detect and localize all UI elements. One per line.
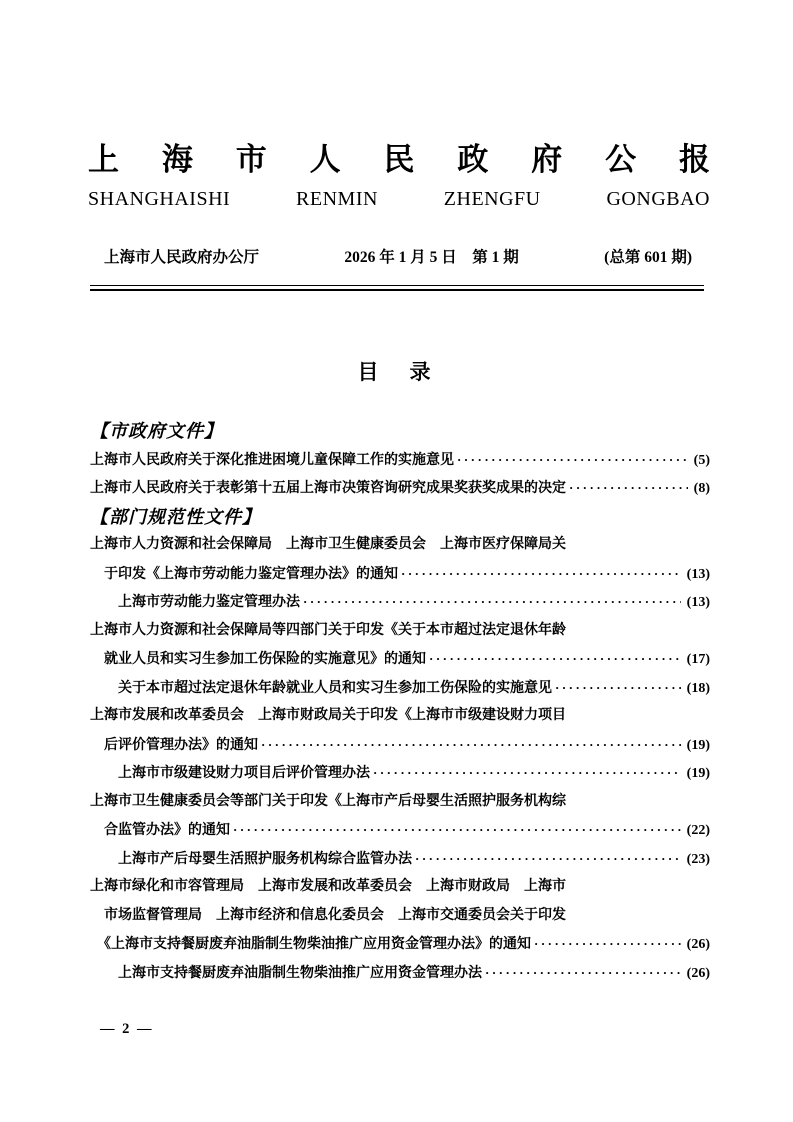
toc-entry-row (90, 702, 710, 731)
toc-entry-row (90, 588, 710, 617)
toc-page-number: (13) (686, 595, 710, 610)
toc-list (90, 417, 710, 987)
toc-entry-title: 上海市绿化和市容管理局 上海市发展和改革委员会 上海市财政局 上海市 (90, 879, 566, 894)
toc-entry-row (90, 674, 710, 703)
toc-entry-row (90, 645, 710, 674)
toc-section-header: 【市政府文件】 (90, 421, 223, 441)
toc-page-number: (18) (686, 680, 710, 696)
page-number-footer: — 2 — (100, 1021, 154, 1037)
toc-entry-title: 上海市支持餐厨废弃油脂制生物柴油推广应用资金管理办法 (118, 965, 482, 981)
toc-entry-title: 于印发《上海市劳动能力鉴定管理办法》的通知 (104, 566, 398, 582)
title-character: 市 (235, 142, 267, 177)
toc-page-number: (8) (693, 481, 710, 496)
dot-leader (429, 645, 681, 674)
toc-entry-title: 上海市产后母婴生活照护服务机构综合监管办法 (118, 851, 412, 867)
title-pinyin-word: SHANGHAISHI (88, 188, 231, 210)
gazette-title-chinese (88, 144, 710, 176)
dot-leader (555, 674, 681, 703)
dot-leader (485, 959, 681, 988)
toc-title: 目 录 (357, 360, 436, 384)
toc-page-number: (19) (686, 766, 710, 781)
title-character: 政 (457, 142, 489, 177)
toc-page-number: (23) (686, 851, 710, 867)
toc-entry-row (90, 560, 710, 589)
title-pinyin-word: GONGBAO (606, 188, 710, 210)
issuing-office-label: 上海市人民政府办公厅 (104, 249, 260, 266)
toc-entry-title: 上海市劳动能力鉴定管理办法 (118, 595, 300, 610)
toc-entry-row (90, 759, 710, 788)
toc-entry-row (90, 816, 710, 845)
cumulative-issue-label: (总第 601 期) (604, 249, 692, 266)
title-character: 海 (161, 142, 193, 177)
dot-leader (457, 446, 688, 475)
toc-entry-row (90, 845, 710, 874)
issue-date-and-number: 2026 年 1 月 5 日 第 1 期 (344, 249, 519, 266)
toc-entry-title: 《上海市支持餐厨废弃油脂制生物柴油推广应用资金管理办法》的通知 (97, 937, 531, 952)
toc-entry-title: 上海市人民政府关于表彰第十五届上海市决策咨询研究成果奖获奖成果的决定 (90, 481, 566, 496)
toc-page-number: (17) (686, 652, 710, 667)
toc-entry-title: 上海市卫生健康委员会等部门关于印发《上海市产后母婴生活照护服务机构综 (90, 793, 566, 809)
title-pinyin-word: ZHENGFU (443, 188, 541, 210)
toc-page-number: (26) (686, 937, 710, 952)
toc-entry-row (90, 446, 710, 475)
toc-entry-row (90, 617, 710, 646)
toc-entry-title: 上海市人力资源和社会保障局 上海市卫生健康委员会 上海市医疗保障局关 (90, 537, 566, 552)
toc-entry-title: 上海市人力资源和社会保障局等四部门关于印发《关于本市超过法定退休年龄 (90, 622, 566, 638)
title-character: 公 (605, 142, 637, 177)
toc-page-number: (5) (693, 452, 710, 468)
toc-entry-row (90, 873, 710, 902)
toc-entry-title: 合监管办法》的通知 (104, 823, 230, 838)
toc-entry-title: 市场监督管理局 上海市经济和信息化委员会 上海市交通委员会关于印发 (104, 907, 566, 923)
title-character: 民 (383, 142, 415, 177)
toc-entry-row (90, 902, 710, 931)
dot-leader (303, 588, 681, 617)
toc-entry-row (90, 474, 710, 503)
toc-page-number: (13) (686, 566, 710, 582)
toc-page-number: (26) (686, 965, 710, 981)
toc-entry-row (90, 788, 710, 817)
toc-section-header: 【部门规范性文件】 (90, 506, 261, 527)
toc-entry-title: 后评价管理办法》的通知 (104, 737, 258, 753)
masthead-info-row (90, 249, 710, 267)
toc-entry-row (90, 731, 710, 760)
dot-leader (261, 731, 681, 760)
toc-entry-row (90, 930, 710, 959)
toc-entry-title: 就业人员和实习生参加工伤保险的实施意见》的通知 (104, 652, 426, 667)
title-pinyin-word: RENMIN (296, 188, 378, 210)
masthead-divider-rule (90, 285, 704, 291)
title-character: 上 (88, 142, 119, 177)
dot-leader (373, 759, 681, 788)
dot-leader (233, 816, 681, 845)
toc-entry-title: 上海市市级建设财力项目后评价管理办法 (118, 766, 370, 781)
toc-entry-title: 上海市发展和改革委员会 上海市财政局关于印发《上海市市级建设财力项目 (90, 708, 566, 723)
toc-entry-row (90, 531, 710, 560)
title-character: 府 (531, 142, 563, 177)
dot-leader (534, 930, 681, 959)
toc-entry-row (90, 959, 710, 988)
title-character: 人 (309, 142, 341, 177)
title-character: 报 (679, 142, 710, 177)
dot-leader (569, 474, 688, 503)
gazette-title-pinyin (88, 188, 710, 210)
dot-leader (401, 560, 681, 589)
dot-leader (415, 845, 681, 874)
toc-page-number: (22) (686, 823, 710, 838)
toc-entry-title: 上海市人民政府关于深化推进困境儿童保障工作的实施意见 (90, 452, 454, 468)
toc-entry-title: 关于本市超过法定退休年龄就业人员和实习生参加工伤保险的实施意见 (118, 680, 552, 696)
toc-page-number: (19) (686, 737, 710, 753)
